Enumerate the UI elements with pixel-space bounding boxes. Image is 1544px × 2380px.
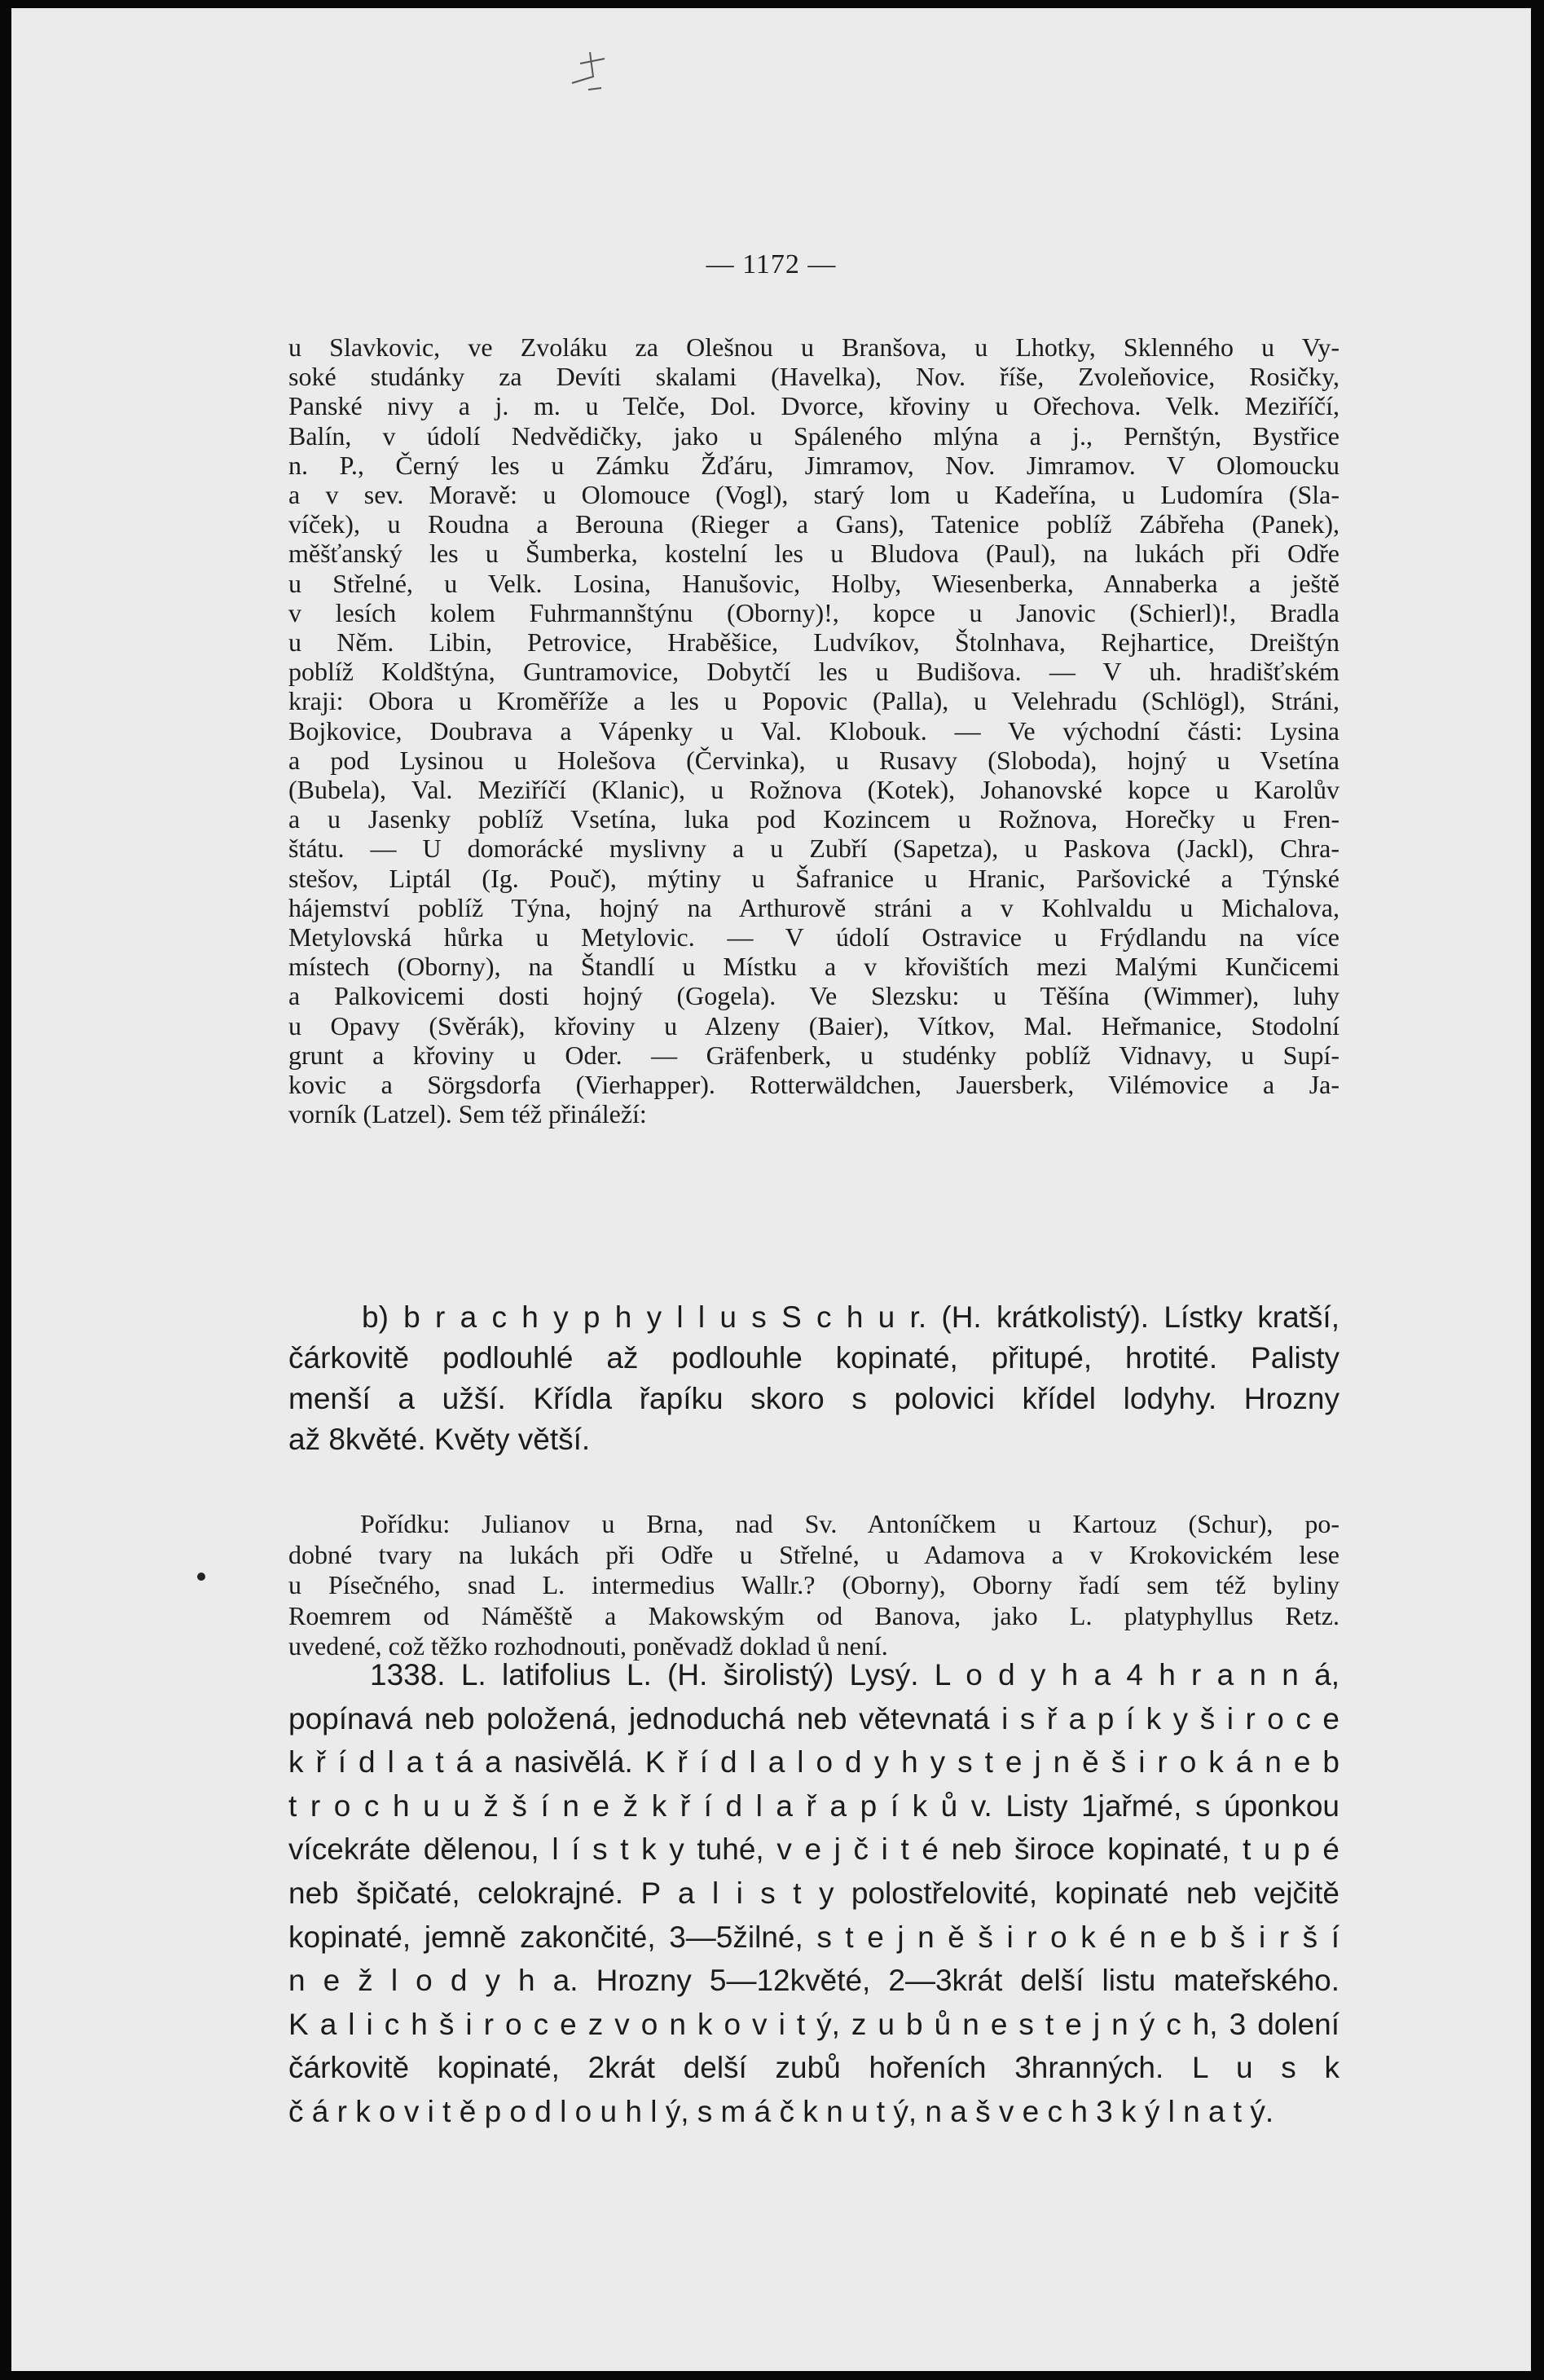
margin-dot xyxy=(197,1573,205,1581)
page-number: — 1172 — xyxy=(706,249,837,279)
text-line: popínavá neb položená, jednoduchá neb větevnatá i s ř a p í k y š i r o c e xyxy=(288,1701,1339,1736)
text-line: kopinaté, jemně zakončité, 3—5žilné, s t e j n ě š i r o k é n e b š i r š í xyxy=(288,1920,1339,1954)
text-line: u Opavy (Svěrák), křoviny u Alzeny (Baier), Vítkov, Mal. Heřmanice, Stodolní xyxy=(288,1010,1339,1040)
text-line: uvedené, což těžko rozhodnouti, poněvadž doklad ů není. xyxy=(288,1631,888,1661)
text-line: menší a užší. Křídla řapíku skoro s polovici křídel lodyhy. Hrozny xyxy=(288,1382,1339,1415)
poridku-paragraph xyxy=(288,1509,1339,1662)
pencil-mark xyxy=(565,41,614,98)
text-line: k ř í d l a t á a nasivělá. K ř í d l a l o d y h y s t e j n ě š i r o k á n e b xyxy=(288,1745,1339,1780)
species-1338-description xyxy=(288,1653,1339,2134)
text-line: víček), u Roudna a Berouna (Rieger a Gans), Tatenice poblíž Zábřeha (Panek), xyxy=(288,509,1339,539)
text-line: kovic a Sörgsdorfa (Vierhapper). Rotterwäldchen, Jauersberk, Vilémovice a Ja- xyxy=(288,1070,1339,1100)
text-line: 1338. L. latifolius L. (H. širolistý) Lysý. L o d y h a 4 h r a n n á, xyxy=(370,1658,1339,1692)
text-line: stešov, Liptál (Ig. Pouč), mýtiny u Šafranice u Hranic, Paršovické a Týnské xyxy=(288,863,1339,893)
text-line: v lesích kolem Fuhrmannštýnu (Oborny)!, kopce u Janovic (Schierl)!, Bradla xyxy=(288,597,1339,627)
text-line: Metylovská hůrka u Metylovic. — V údolí Ostravice u Frýdlandu na více xyxy=(288,922,1339,952)
text-line: kraji: Obora u Kroměříže a les u Popovic (Palla), u Velehradu (Schlögl), Stráni, xyxy=(288,686,1339,716)
text-line: Pořídku: Julianov u Brna, nad Sv. Antoníčkem u Kartouz (Schur), po- xyxy=(360,1509,1339,1538)
text-line: b) b r a c h y p h y l l u s S c h u r. (H. krátkolistý). Lístky kratší, xyxy=(362,1300,1339,1334)
text-line: až 8květé. Květy větší. xyxy=(288,1423,591,1456)
text-line: u Střelné, u Velk. Losina, Hanušovic, Holby, Wiesenberka, Annaberka a ještě xyxy=(288,568,1339,598)
text-line: a v sev. Moravě: u Olomouce (Vogl), starý lom u Kadeřína, u Ludomíra (Sla- xyxy=(288,480,1339,510)
text-line: grunt a křoviny u Oder. — Gräfenberk, u studénky poblíž Vidnavy, u Supí- xyxy=(288,1040,1339,1070)
text-line: neb špičaté, celokrajné. P a l i s t y polostřelovité, kopinaté neb vejčitě xyxy=(288,1876,1339,1910)
text-line: č á r k o v i t ě p o d l o u h l ý, s m á č k n u t ý, n a š v e c h 3 k ý l n a t ý. xyxy=(288,2094,1274,2128)
text-line: čárkovitě kopinaté, 2krát delší zubů hořeních 3hranných. L u s k xyxy=(288,2051,1339,2085)
text-line: t r o c h u u ž š í n e ž k ř í d l a ř a p í k ů v. Listy 1jařmé, s úponkou xyxy=(288,1788,1339,1823)
text-line: a Palkovicemi dosti hojný (Gogela). Ve Slezsku: u Těšína (Wimmer), luhy xyxy=(288,981,1339,1011)
text-line: Balín, v údolí Nedvědičky, jako u Spáleného mlýna a j., Pernštýn, Bystřice xyxy=(288,420,1339,451)
text-line: vorník (Latzel). Sem též přináleží: xyxy=(288,1099,647,1129)
text-line: a u Jasenky poblíž Vsetína, luka pod Kozincem u Rožnova, Horečky u Fren- xyxy=(288,804,1339,834)
text-line: n. P., Černý les u Zámku Žďáru, Jimramov, Nov. Jimramov. V Olomoucku xyxy=(288,450,1339,480)
text-line: K a l i c h š i r o c e z v o n k o v i t ý, z u b ů n e s t e j n ý c h, 3 dolení xyxy=(288,2007,1339,2041)
text-line: čárkovitě podlouhlé až podlouhle kopinaté, přitupé, hrotité. Palisty xyxy=(288,1341,1339,1375)
text-line: poblíž Koldštýna, Guntramovice, Dobytčí les u Budišova. — V uh. hradišťském xyxy=(288,657,1339,687)
locality-list xyxy=(288,332,1339,1128)
text-line: dobné tvary na lukách při Odře u Střelné, u Adamova a v Krokovickém lese xyxy=(288,1539,1339,1569)
variety-b-description xyxy=(288,1297,1339,1460)
text-line: Bojkovice, Doubrava a Vápenky u Val. Klobouk. — Ve východní části: Lysina xyxy=(288,715,1339,746)
text-line: a pod Lysinou u Holešova (Červinka), u Rusavy (Sloboda), hojný u Vsetína xyxy=(288,745,1339,775)
text-line: místech (Oborny), na Štandlí u Místku a v křovištích mezi Malými Kunčicemi xyxy=(288,952,1339,982)
text-line: (Bubela), Val. Meziříčí (Klanic), u Rožnova (Kotek), Johanovské kopce u Karolův xyxy=(288,775,1339,805)
text-line: štátu. — U domorácké myslivny a u Zubří (Sapetza), u Paskova (Jackl), Chra- xyxy=(288,834,1339,864)
book-page xyxy=(11,8,1531,2371)
text-line: soké studánky za Devíti skalami (Havelka), Nov. říše, Zvoleňovice, Rosičky, xyxy=(288,362,1339,392)
text-line: u Něm. Libin, Petrovice, Hraběšice, Ludvíkov, Štolnhava, Rejhartice, Dreištýn xyxy=(288,627,1339,658)
text-line: hájemství poblíž Týna, hojný na Arthurově stráni a v Kohlvaldu u Michalova, xyxy=(288,892,1339,922)
text-line: Roemrem od Náměště a Makowským od Banova, jako L. platyphyllus Retz. xyxy=(288,1600,1339,1630)
text-line: měšťanský les u Šumberka, kostelní les u Bludova (Paul), na lukách při Odře xyxy=(288,539,1339,569)
text-line: u Písečného, snad L. intermedius Wallr.? (Oborny), Oborny řadí sem též byliny xyxy=(288,1570,1339,1599)
text-line: u Slavkovic, ve Zvoláku za Olešnou u Branšova, u Lhotky, Sklenného u Vy- xyxy=(288,332,1339,362)
text-line: n e ž l o d y h a. Hrozny 5—12květé, 2—3krát delší listu mateřského. xyxy=(288,1964,1339,1998)
text-line: vícekráte dělenou, l í s t k y tuhé, v e j č i t é neb široce kopinaté, t u p é xyxy=(288,1832,1339,1867)
text-line: Panské nivy a j. m. u Telče, Dol. Dvorce, křoviny u Ořechova. Velk. Meziříčí, xyxy=(288,391,1339,421)
